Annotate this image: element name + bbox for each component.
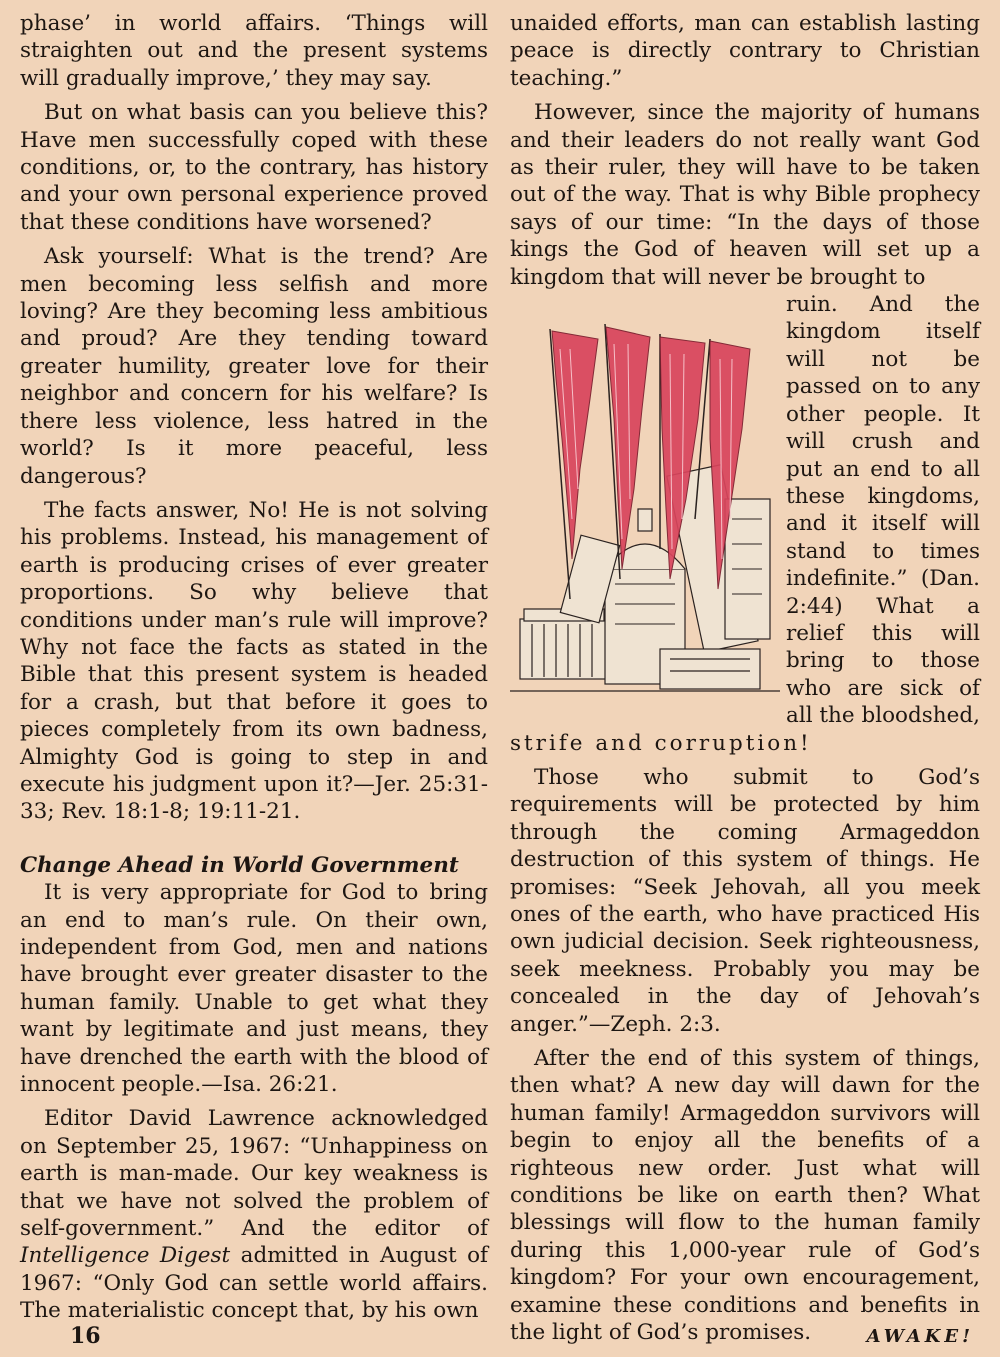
paragraph: phase’ in world affairs. ‘Things will straighten out and the present systems will gradually improve,’ they may say. — [20, 11, 488, 91]
left-column — [20, 10, 488, 1325]
collapsing-kingdoms-illustration — [510, 319, 780, 709]
section-heading: Change Ahead in World Government — [20, 852, 459, 878]
paragraph: strife and corruption! — [510, 730, 812, 756]
paragraph: However, since the majority of humans and their leaders do not really want God as their ruler, they will have to be taken out of the way. That is why Bible prophecy says of our time: “In the days of those kings the God of heaven will set up a kingdom that will never be brought to — [510, 100, 980, 290]
magazine-name: AWAKE! — [866, 1326, 974, 1347]
paragraph: Ask yourself: What is the trend? Are men becoming less selfish and more loving? Are they becoming less ambitious and proud? Are they tending toward greater humility, greater love for their neighbor and concern for his welfare? Is there less violence, less hatred in the world? Is it more peaceful, less dangerous? — [20, 244, 488, 489]
page-number: 16 — [70, 1323, 101, 1349]
illustration — [510, 319, 780, 709]
wrapped-text — [786, 291, 980, 730]
paragraph: ruin. And the kingdom itself will not be passed on to any other people. It will crush and put an end to all these kingdoms, and it itself will stand to times indefinite.” (Dan. 2:44) What a relief this will bring to those who are sick of all the bloodshed, — [786, 292, 980, 729]
paragraph: It is very appropriate for God to bring an end to man’s rule. On their own, independent from God, men and nations have brought ever greater disaster to the human family. Unable to get what they want by legitimate and just means, they have drenched the earth with the blood of innocent people.—Isa. 26:21. — [20, 880, 488, 1098]
publication-title: Intelligence Digest — [20, 1243, 231, 1269]
paragraph: But on what basis can you believe this? Have men successfully coped with these conditions, or, to the contrary, has history and your own personal experience proved that these conditions have worsened? — [20, 100, 488, 235]
paragraph: Those who submit to God’s requirements will be protected by him through the coming Armageddon destruction of this system of things. He promises: “Seek Jehovah, all you meek ones of the earth, who have practiced His own judicial decision. Seek righteousness, seek meekness. Probably you may be concealed in the day of Jehovah’s anger.”—Zeph. 2:3. — [510, 764, 980, 1037]
text-run: Editor David Lawrence acknowledged on September 25, 1967: “Unhappiness on earth is man-made. Our key weakness is that we have not solved the problem of self-government.” And the editor of — [20, 1106, 488, 1242]
right-column — [510, 10, 980, 1347]
text-run: admitted in August of 1967: “Only God can settle world affairs. The materialistic concept that, by his own — [20, 1243, 488, 1324]
paragraph: unaided efforts, man can establish lasting peace is directly contrary to Christian teaching.” — [510, 11, 980, 91]
paragraph: The facts answer, No! He is not solving his problems. Instead, his management of earth is producing crises of ever greater proportions. So why believe that conditions under man’s rule will improve? Why not face the facts as stated in the Bible that this present system is headed for a crash, but that before it goes to pieces completely from its own badness, Almighty God is going to step in and execute his judgment upon it?—Jer. 25:31-33; Rev. 18:1-8; 19:11-21. — [20, 497, 488, 825]
paragraph: After the end of this system of things, then what? A new day will dawn for the human family! Armageddon survivors will begin to enjoy all the benefits of a righteous new order. Just what will conditions be like on earth then? What blessings will flow to the human family during this 1,000-year rule of God’s kingdom? For your own encouragement, examine these conditions and benefits in the light of God’s promises. — [510, 1046, 980, 1346]
paragraph — [20, 1105, 488, 1324]
